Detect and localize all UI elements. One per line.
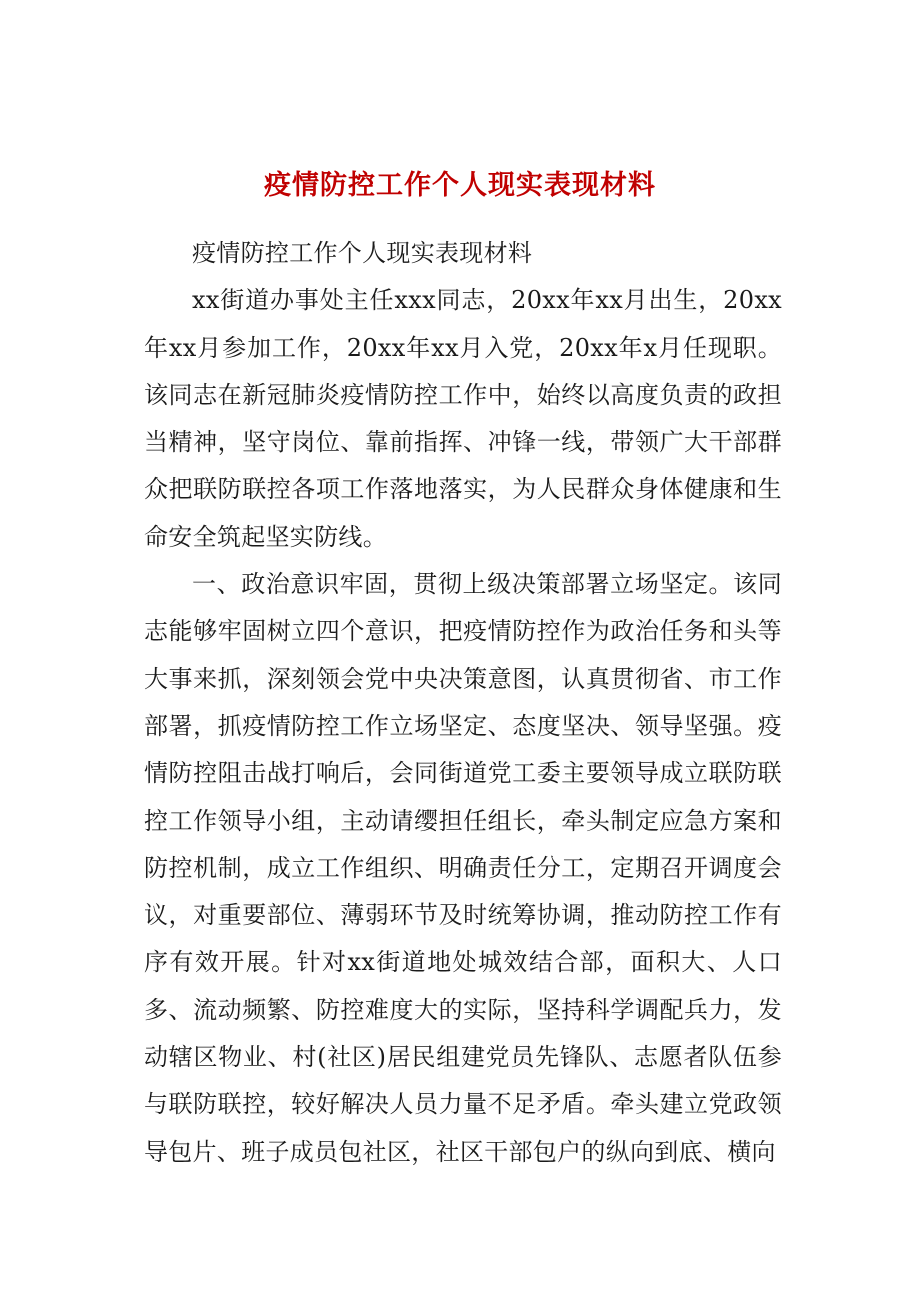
- paragraph-section-one: 一、政治意识牢固，贯彻上级决策部署立场坚定。该同志能够牢固树立四个意识，把疫情防控作为政治任务和头等大事来抓，深刻领会党中央决策意图，认真贯彻省、市工作部署，抓疫情防控工作立场坚定、态度坚决、领导坚强。疫情防控阻击战打响后，会同街道党工委主要领导成立联防联控工作领导小组，主动请缨担任组长，牵头制定应急方案和防控机制，成立工作组织、明确责任分工，定期召开调度会议，对重要部位、薄弱环节及时统筹协调，推动防控工作有序有效开展。针对xx街道地处城效结合部，面积大、人口多、流动频繁、防控难度大的实际，坚持科学调配兵力，发动辖区物业、村(社区)居民组建党员先锋队、志愿者队伍参与联防联控，较好解决人员力量不足矛盾。牵头建立党政领导包片、班子成员包社区，社区干部包户的纵向到底、横向: [144, 570, 782, 1166]
- document-body: [144, 230, 782, 1176]
- paragraph-intro: xx街道办事处主任xxx同志，20xx年xx月出生，20xx年xx月参加工作，20xx年xx月入党，20xx年x月任现职。该同志在新冠肺炎疫情防控工作中，始终以高度负责的政担当精神，坚守岗位、靠前指挥、冲锋一线，带领广大干部群众把联防联控各项工作落地落实，为人民群众身体健康和生命安全筑起坚实防线。: [144, 286, 782, 551]
- paragraph-subtitle: 疫情防控工作个人现实表现材料: [192, 239, 533, 267]
- document-title: 疫情防控工作个人现实表现材料: [264, 170, 656, 201]
